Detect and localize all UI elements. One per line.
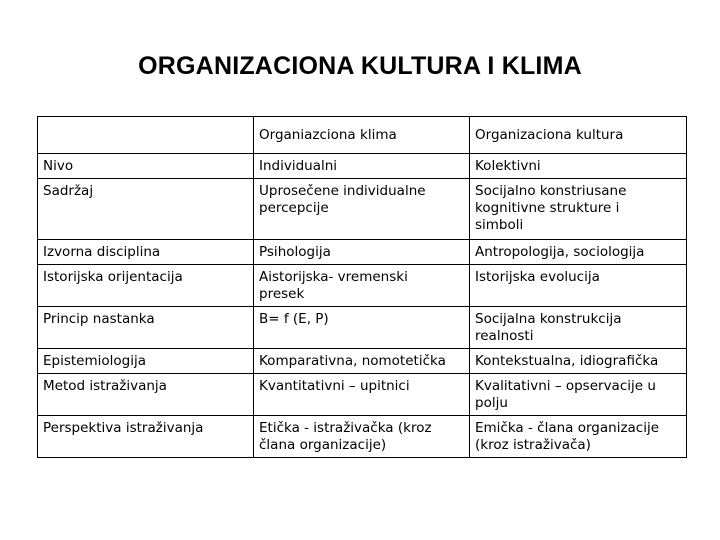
table-row	[38, 154, 687, 179]
table-row	[38, 307, 687, 349]
klima-cell: Psihologija	[254, 240, 470, 265]
table-row	[38, 349, 687, 374]
kultura-cell: Socijalno konstriusane kognitivne strukture i simboli	[470, 179, 687, 240]
table-row	[38, 374, 687, 416]
row-label: Sadržaj	[38, 179, 254, 240]
row-label: Metod istraživanja	[38, 374, 254, 416]
row-label: Perspektiva istraživanja	[38, 416, 254, 458]
comparison-table	[37, 116, 687, 458]
kultura-cell: Antropologija, sociologija	[470, 240, 687, 265]
klima-cell: Kvantitativni – upitnici	[254, 374, 470, 416]
klima-cell: Aistorijska- vremenski presek	[254, 265, 470, 307]
kultura-cell: Socijalna konstrukcija realnosti	[470, 307, 687, 349]
kultura-cell: Kvalitativni – opservacije u polju	[470, 374, 687, 416]
table-row	[38, 416, 687, 458]
klima-cell: Uprosečene individualne percepcije	[254, 179, 470, 240]
page-title: ORGANIZACIONA KULTURA I KLIMA	[138, 52, 582, 80]
row-label: Istorijska orijentacija	[38, 265, 254, 307]
header-cell-kultura: Organizaciona kultura	[470, 117, 687, 154]
header-cell-klima: Organiazciona klima	[254, 117, 470, 154]
table-header-row	[38, 117, 687, 154]
row-label: Izvorna disciplina	[38, 240, 254, 265]
kultura-cell: Istorijska evolucija	[470, 265, 687, 307]
row-label: Princip nastanka	[38, 307, 254, 349]
row-label: Epistemiologija	[38, 349, 254, 374]
table-row	[38, 265, 687, 307]
kultura-cell: Emička - člana organizacije (kroz istraživača)	[470, 416, 687, 458]
table-row	[38, 179, 687, 240]
header-cell-empty	[38, 117, 254, 154]
row-label: Nivo	[38, 154, 254, 179]
kultura-cell: Kolektivni	[470, 154, 687, 179]
klima-cell: Etička - istraživačka (kroz člana organizacije)	[254, 416, 470, 458]
klima-cell: Individualni	[254, 154, 470, 179]
kultura-cell: Kontekstualna, idiografička	[470, 349, 687, 374]
table-row	[38, 240, 687, 265]
klima-cell: B= f (E, P)	[254, 307, 470, 349]
klima-cell: Komparativna, nomotetička	[254, 349, 470, 374]
